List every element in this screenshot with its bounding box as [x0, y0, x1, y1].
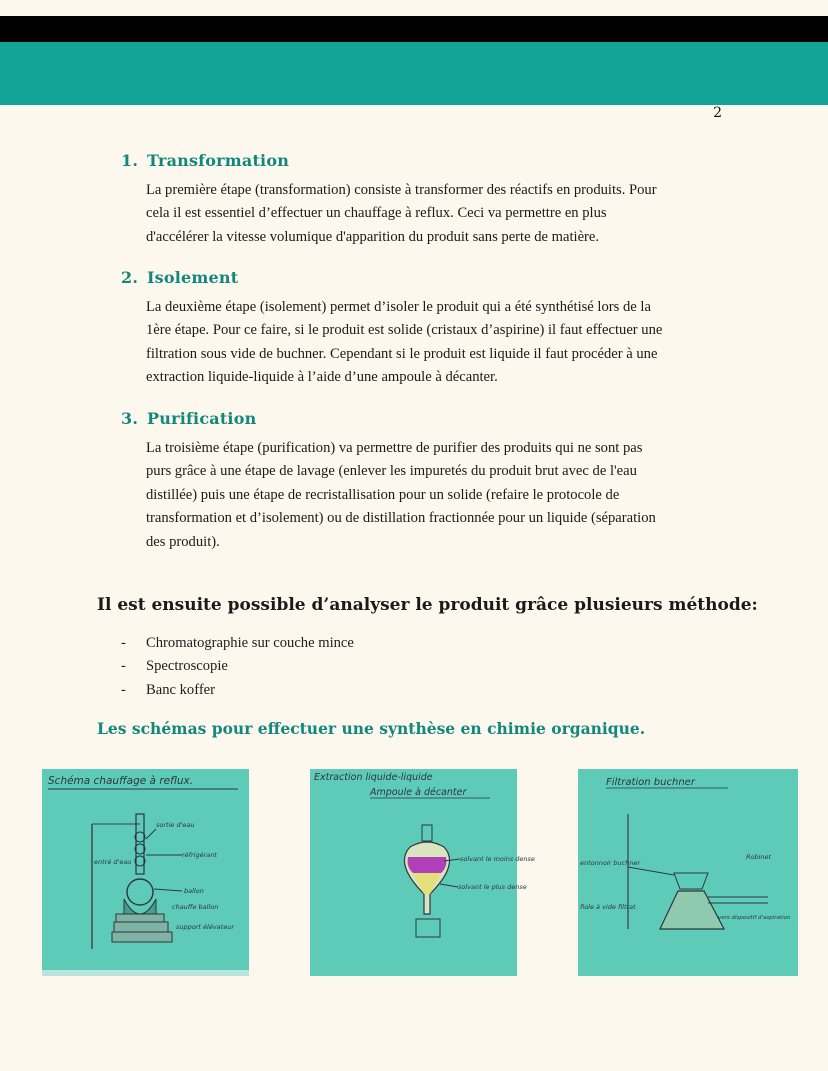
label-moins: solvant le moins dense: [460, 855, 535, 863]
list-item-text: Banc koffer: [146, 681, 216, 698]
paragraph-line: filtration sous vide de buchner. Cependant si le produit est liquide il faut procéder à une: [146, 345, 658, 362]
label-sortie: sortie d'eau: [156, 821, 195, 829]
paragraph-line: distillée) puis une étape de recristallisation pour un solide (refaire le protocole de: [146, 486, 620, 503]
section-heading: [121, 151, 741, 170]
section-isolement: [121, 268, 741, 390]
extraction-schema-image: [310, 769, 535, 976]
section-paragraph: [146, 296, 741, 390]
section-title: Transformation: [147, 151, 290, 170]
extraction-subtitle: Ampoule à décanter: [370, 787, 467, 798]
section-purification: [121, 409, 741, 554]
paragraph-line: transformation et d’isolement) ou de distillation fractionnée pour un liquide (séparation: [146, 510, 656, 527]
methods-list: [121, 632, 354, 702]
extraction-title: Extraction liquide-liquide: [314, 772, 433, 783]
paragraph-line: d'accélérer la vitesse volumique d'apparition du produit sans perte de matière.: [146, 228, 600, 245]
section-number: 2.: [121, 268, 139, 287]
label-entree: entré d'eau: [94, 858, 132, 866]
reflux-schema-image: [42, 769, 249, 976]
label-chauffe: chauffe ballon: [172, 903, 219, 911]
reflux-drawing: [42, 769, 249, 976]
label-plus: solvant le plus dense: [458, 883, 527, 891]
extraction-drawing: [310, 769, 535, 976]
paragraph-line: extraction liquide-liquide à l’aide d’une ampoule à décanter.: [146, 369, 498, 386]
section-title: Isolement: [147, 268, 239, 287]
section-paragraph: [146, 179, 741, 249]
paragraph-line: La deuxième étape (isolement) permet d’isoler le produit qui a été synthétisé lors de la: [146, 299, 651, 315]
paragraph-line: cela il est essentiel d’effectuer un chauffage à reflux. Ceci va permettre en plus: [146, 205, 607, 222]
bullet-dash: -: [121, 681, 126, 698]
section-title: Purification: [147, 409, 257, 428]
label-trompe: vers dispositif d'aspiration: [718, 915, 791, 921]
section-transformation: [121, 151, 741, 249]
reflux-title: Schéma chauffage à reflux.: [48, 775, 194, 787]
paragraph-line: 1ère étape. Pour ce faire, si le produit est solide (cristaux d’aspirine) il faut effectuer une: [146, 322, 663, 339]
top-black-bar: [0, 16, 828, 42]
label-fiole: fiole à vide filtrat: [580, 903, 636, 911]
paragraph-line: La première étape (transformation) consiste à transformer des réactifs en produits. Pour: [146, 182, 657, 198]
list-item: [121, 655, 354, 678]
section-number: 3.: [121, 409, 139, 428]
section-paragraph: [146, 437, 741, 554]
paragraph-line: des produit).: [146, 533, 220, 550]
label-entonnoir: entonnoir buchner: [580, 859, 641, 867]
filtration-title: Filtration buchner: [606, 777, 695, 788]
analysis-heading: Il est ensuite possible d’analyser le produit grâce plusieurs méthode:: [97, 595, 758, 615]
label-robinet: Robinet: [746, 853, 772, 861]
page-number: 2: [713, 105, 722, 121]
list-item-text: Chromatographie sur couche mince: [146, 635, 354, 651]
bullet-dash: -: [121, 658, 126, 675]
section-heading: [121, 268, 741, 287]
section-heading: [121, 409, 741, 428]
list-item: [121, 632, 354, 655]
list-item: [121, 679, 354, 702]
label-support: support élévateur: [176, 923, 234, 931]
paragraph-line: purs grâce à une étape de lavage (enlever les impuretés du produit brut avec de l'eau: [146, 463, 637, 480]
label-refrigerant: réfrigérant: [182, 851, 217, 859]
label-ballon: ballon: [184, 887, 204, 895]
filtration-drawing: [578, 769, 798, 976]
header-band: [0, 42, 828, 121]
list-item-text: Spectroscopie: [146, 658, 228, 675]
bullet-dash: -: [121, 635, 126, 651]
filtration-schema-image: [578, 769, 798, 976]
schemas-heading: Les schémas pour effectuer une synthèse en chimie organique.: [97, 719, 646, 738]
paragraph-line: La troisième étape (purification) va permettre de purifier des produits qui ne sont pas: [146, 440, 643, 456]
section-number: 1.: [121, 151, 139, 170]
